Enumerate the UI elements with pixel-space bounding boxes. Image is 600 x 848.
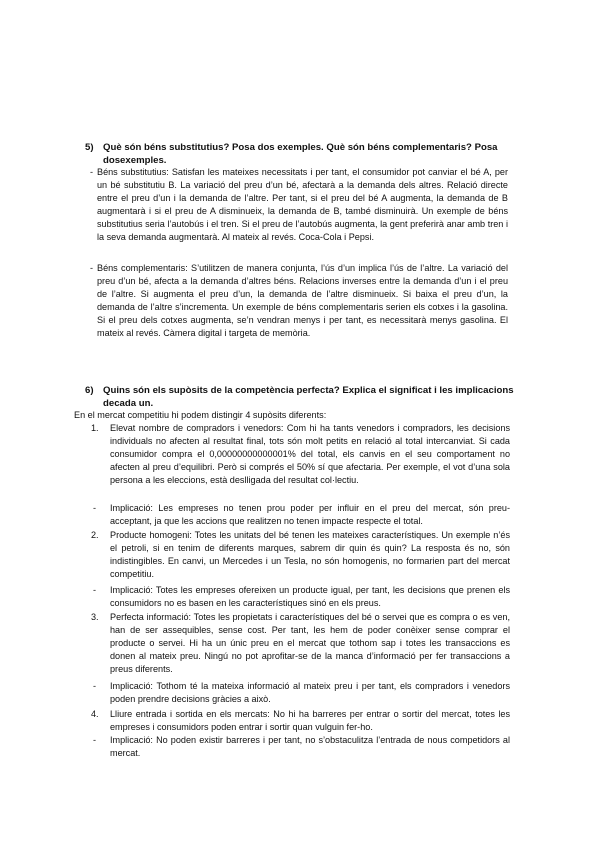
question-5-title-line-1: Què són béns substitutius? Posa dos exemples. Què són béns complementaris? Posa [103,142,498,153]
question-6-intro: En el mercat competitiu hi podem distingir 4 supòsits diferents: [74,410,327,420]
item-4-marker: 4. [91,709,99,719]
item-1-text: Elevat nombre de compradors i venedors: Com hi ha tants venedors i compradors, les decisions individuals no afecten al resultat final, tots són molt petits en relació al total intercanviat. Si cada consumidor compra el 0,00000000000001% del total, els canvis en el seu comportament no afecten al preu d’equilibri. Però si comprés el 50% sí que afectaria. Per exemple, el vot d’una sola persona a les eleccions, està deslligada del resultat col·lectiu. [110,423,510,486]
item-1-implication-marker: - [93,503,97,513]
item-1-implication-text: Implicació: Les empreses no tenen prou poder per influir en el preu del mercat, són preu-acceptant, ja que les accions que realitzen no tenen impacte respecte el total. [110,503,510,527]
item-4-implication-marker: - [93,735,97,745]
item-2-implication-marker: - [93,585,97,595]
item-3-implication-marker: - [93,681,97,691]
question-6-title-line-2: decada un. [103,398,154,409]
item-3-text: Perfecta informació: Totes les propietats i característiques del bé o servei que es compra o es ven, han de ser assequibles, sense cost. Per tant, les hem de poder conèixer sense comprar el producte o servei. Hi ha un únic preu en el mercat que tothom sap i totes les transaccions es donen al mateix preu. Ningú no pot aprofitar-se de la manca d’informació per fer transaccions a preus diferents. [110,612,510,675]
question-6-title-line-1: Quins són els supòsits de la competència perfecta? Explica el significat i les implicacions [103,385,514,396]
item-2-implication-text: Implicació: Totes les empreses ofereixen un producte igual, per tant, les decisions que prenen els consumidors no es basen en les característiques sinó en els preus. [110,585,510,609]
item-2-marker: 2. [91,530,99,540]
item-2-text: Producte homogeni: Totes les unitats del bé tenen les mateixes característiques. Un exemple n’és el petroli, si en tenim de diferents marques, sabrem dir quin és quin? La resposta és no, són indistingibles. En canvi, un Mercedes i un Tesla, no són homogenis, no formarien part del mercat competitiu. [110,530,510,580]
item-4-implication-text: Implicació: No poden existir barreres i per tant, no s’obstaculitza l’entrada de nous competidors al mercat. [110,735,510,759]
item-1-marker: 1. [91,423,99,433]
item-4-text: Lliure entrada i sortida en els mercats: No hi ha barreres per entrar o sortir del mercat, totes les empreses i consumidors poden entrar i sortir quan vulguin fer-ho. [110,709,510,733]
question-6-heading [85,384,525,412]
question-6-number: 6) [85,385,94,396]
question-5-number: 5) [85,142,94,153]
question-5-heading [85,141,525,169]
item-3-implication-text: Implicació: Tothom té la mateixa informació al mateix preu i per tant, els compradors i venedors poden prendre decisions gràcies a això. [110,681,510,705]
complementaris-paragraph: - Béns complementaris: S’utilitzen de manera conjunta, l’ús d’un implica l’ús de l’altre. La variació del preu d’un bé, afecta a la demanda d’altres béns. Relacions inverses entre la demanda d’un i el preu de l’altre. Si augmenta el preu d’un, la demanda de l’altre disminueix. Si baixa el preu d’un, la demanda de l’altre s’incrementa. Un exemple de béns complementaris serien els cotxes i la gasolina. Si el preu dels cotxes augmenta, se’n vendran menys i per tant, es necessitarà menys gasolina. El mateix al revés. Càmera digital i targeta de memòria. [97,262,508,340]
question-5-title-line-2: dosexemples. [103,155,167,166]
substitutius-paragraph: - Béns substitutius: Satisfan les mateixes necessitats i per tant, el consumidor pot canviar el bé A, per un bé substitutiu B. La variació del preu d’un bé, afectarà a la demanda dels altres. Relació directe entre el preu d’un i la demanda de l’altre. Per tant, si el preu del bé A augmenta, la demanda de B augmentarà i si el preu de A disminueix, la demanda de B, també disminuirà. Un exemple de béns substitutius seria l’autobús i el tren. Si el preu de l’autobús augmenta, la gent preferirà anar amb tren i la seva demanda augmentarà. Al mateix al revés. Coca-Cola i Pepsi. [97,166,508,244]
item-3-marker: 3. [91,612,99,622]
